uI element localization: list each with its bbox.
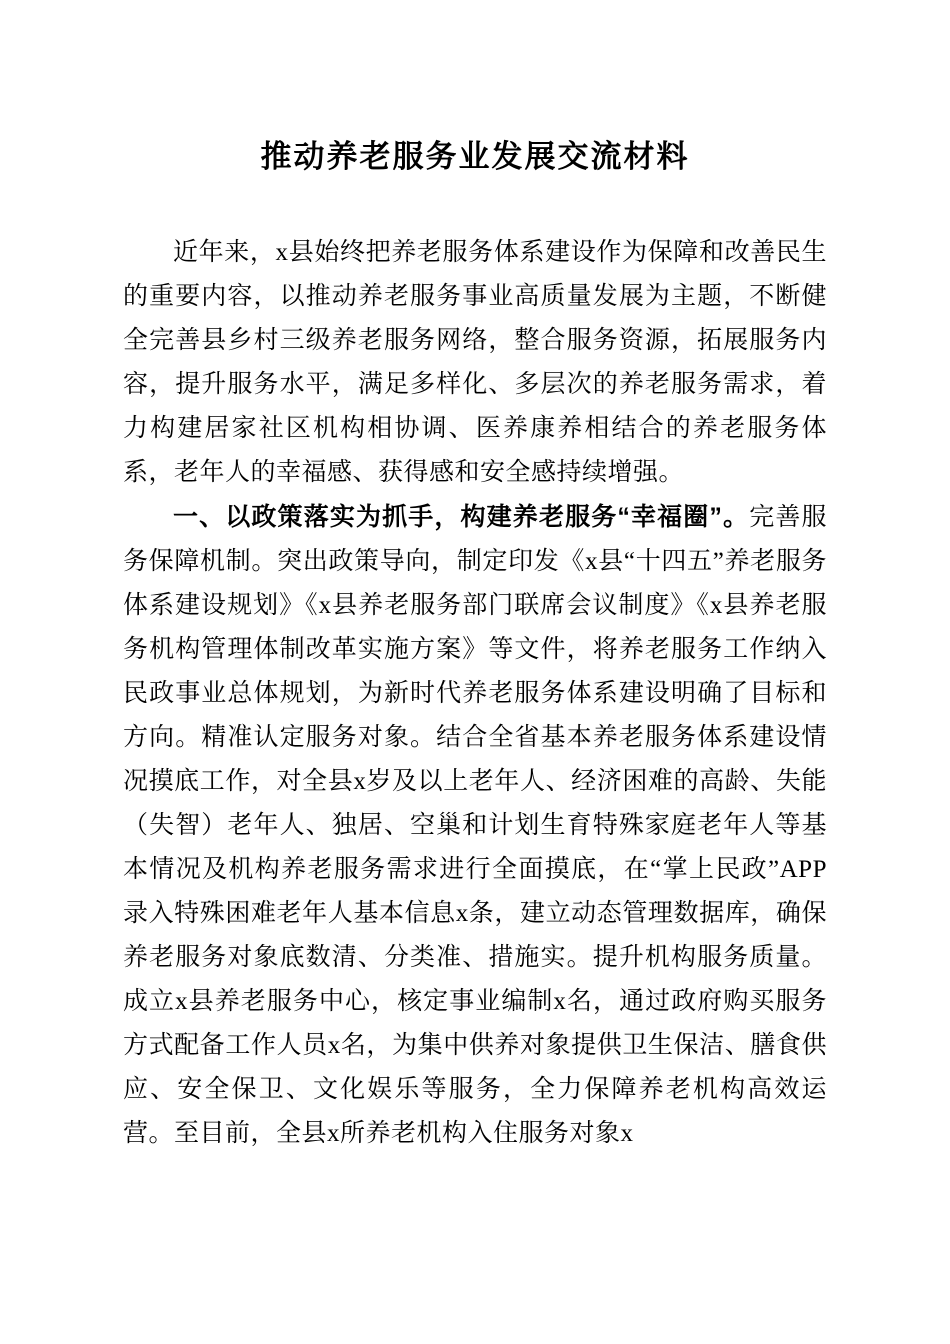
paragraph-intro-text: 近年来，x县始终把养老服务体系建设作为保障和改善民生的重要内容，以推动养老服务事业高质量发展为主题，不断健全完善县乡村三级养老服务网络，整合服务资源，拓展服务内容，提升服务水平，满足多样化、多层次的养老服务需求，着力构建居家社区机构相协调、医养康养相结合的养老服务体系，老年人的幸福感、获得感和安全感持续增强。 bbox=[123, 239, 827, 486]
paragraph-section-one bbox=[123, 495, 827, 1156]
document-title: 推动养老服务业发展交流材料 bbox=[260, 139, 690, 174]
paragraph-intro bbox=[123, 231, 827, 495]
section-one-body-text: 完善服务保障机制。突出政策导向，制定印发《x县“十四五”养老服务体系建设规划》《x县养老服务部门联席会议制度》《x县养老服务机构管理体制改革实施方案》等文件，将养老服务工作纳入民政事业总体规划，为新时代养老服务体系建设明确了目标和方向。精准认定服务对象。结合全省基本养老服务体系建设情况摸底工作，对全县x岁及以上老年人、经济困难的高龄、失能（失智）老年人、独居、空巢和计划生育特殊家庭老年人等基本情况及机构养老服务需求进行全面摸底，在“掌上民政”APP录入特殊困难老年人基本信息x条，建立动态管理数据库，确保养老服务对象底数清、分类准、措施实。提升机构服务质量。成立x县养老服务中心，核定事业编制x名，通过政府购买服务方式配备工作人员x名，为集中供养对象提供卫生保洁、膳食供应、安全保卫、文化娱乐等服务，全力保障养老机构高效运营。至目前，全县x所养老机构入住服务对象x bbox=[123, 504, 827, 1147]
section-one-heading: 一、以政策落实为抓手，构建养老服务“幸福圈”。 bbox=[173, 503, 750, 531]
